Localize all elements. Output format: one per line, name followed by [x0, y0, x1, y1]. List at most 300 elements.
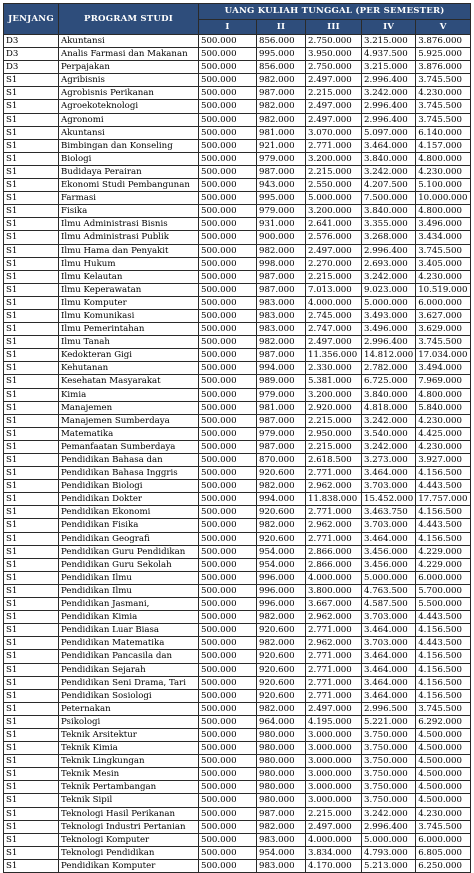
- ukt-group-2-cell: 856.000: [257, 35, 306, 48]
- ukt-group-1-cell: 500.000: [199, 611, 257, 624]
- ukt-group-2-cell: 920.600: [257, 650, 306, 663]
- jenjang-cell: S1: [4, 296, 59, 309]
- table-row: [4, 571, 471, 584]
- ukt-group-4-cell: 3.355.000: [362, 218, 416, 231]
- ukt-group-1-cell: 500.000: [199, 205, 257, 218]
- ukt-group-2-cell: 987.000: [257, 165, 306, 178]
- jenjang-cell: S1: [4, 87, 59, 100]
- ukt-group-5-cell: 4.500.000: [416, 742, 471, 755]
- ukt-group-4-cell: 3.750.000: [362, 742, 416, 755]
- ukt-group-4-cell: 3.456.000: [362, 545, 416, 558]
- table-row: [4, 388, 471, 401]
- ukt-group-5-cell: 5.500.000: [416, 598, 471, 611]
- ukt-group-2-cell: 983.000: [257, 309, 306, 322]
- program-studi-cell: Pendidikan Pancasila dan: [59, 650, 199, 663]
- ukt-group-2-cell: 996.000: [257, 598, 306, 611]
- ukt-group-2-cell: 983.000: [257, 323, 306, 336]
- table-row: [4, 414, 471, 427]
- ukt-group-3-cell: 2.497.000: [306, 702, 362, 715]
- ukt-group-5-cell: 4.156.500: [416, 467, 471, 480]
- ukt-group-4-cell: 2.693.000: [362, 257, 416, 270]
- ukt-group-3-cell: 2.771.000: [306, 139, 362, 152]
- program-studi-cell: Pendidikan Ilmu: [59, 571, 199, 584]
- program-studi-cell: Peternakan: [59, 702, 199, 715]
- jenjang-cell: S1: [4, 545, 59, 558]
- ukt-group-5-cell: 6.250.000: [416, 859, 471, 872]
- ukt-group-2-cell: 981.000: [257, 126, 306, 139]
- table-row: [4, 755, 471, 768]
- ukt-group-2-cell: 964.000: [257, 715, 306, 728]
- ukt-group-5-cell: 4.229.000: [416, 558, 471, 571]
- table-row: [4, 309, 471, 322]
- ukt-group-4-cell: 3.840.000: [362, 152, 416, 165]
- ukt-group-1-cell: 500.000: [199, 427, 257, 440]
- ukt-group-5-cell: 4.443.500: [416, 637, 471, 650]
- ukt-group-1-cell: 500.000: [199, 558, 257, 571]
- ukt-group-1-cell: 500.000: [199, 244, 257, 257]
- program-studi-cell: Pendidikan Fisika: [59, 519, 199, 532]
- ukt-group-4-cell: 2.996.400: [362, 74, 416, 87]
- ukt-group-1-cell: 500.000: [199, 676, 257, 689]
- ukt-group-2-cell: 931.000: [257, 218, 306, 231]
- jenjang-cell: S1: [4, 702, 59, 715]
- jenjang-cell: S1: [4, 794, 59, 807]
- ukt-group-4-cell: 5.221.000: [362, 715, 416, 728]
- ukt-group-3-cell: 4.170.000: [306, 859, 362, 872]
- program-studi-cell: Bimbingan dan Konseling: [59, 139, 199, 152]
- ukt-group-2-cell: 980.000: [257, 728, 306, 741]
- ukt-group-5-cell: 5.700.000: [416, 584, 471, 597]
- ukt-group-4-cell: 3.750.000: [362, 794, 416, 807]
- ukt-group-1-cell: 500.000: [199, 323, 257, 336]
- ukt-group-5-cell: 4.156.500: [416, 689, 471, 702]
- jenjang-cell: S1: [4, 231, 59, 244]
- ukt-group-4-cell: 3.242.000: [362, 440, 416, 453]
- ukt-group-4-cell: 3.464.000: [362, 467, 416, 480]
- table-row: [4, 768, 471, 781]
- ukt-group-3-cell: 2.771.000: [306, 689, 362, 702]
- ukt-group-4-cell: 3.242.000: [362, 414, 416, 427]
- program-studi-cell: Pendidikan Ekonomi: [59, 506, 199, 519]
- ukt-group-5-cell: 4.425.000: [416, 427, 471, 440]
- ukt-group-5-cell: 3.627.000: [416, 309, 471, 322]
- table-row: [4, 270, 471, 283]
- ukt-group-3-cell: 2.747.000: [306, 323, 362, 336]
- ukt-group-5-cell: 5.925.000: [416, 48, 471, 61]
- ukt-group-2-cell: 870.000: [257, 454, 306, 467]
- table-row: [4, 650, 471, 663]
- table-row: [4, 231, 471, 244]
- table-row: [4, 558, 471, 571]
- ukt-group-1-cell: 500.000: [199, 755, 257, 768]
- ukt-group-1-cell: 500.000: [199, 113, 257, 126]
- header-group-1: I: [199, 19, 257, 35]
- jenjang-cell: S1: [4, 859, 59, 872]
- table-row: [4, 218, 471, 231]
- table-row: [4, 820, 471, 833]
- table-row: [4, 100, 471, 113]
- ukt-group-3-cell: 2.771.000: [306, 506, 362, 519]
- jenjang-cell: S1: [4, 192, 59, 205]
- ukt-group-5-cell: 4.500.000: [416, 755, 471, 768]
- ukt-group-3-cell: 2.215.000: [306, 165, 362, 178]
- ukt-group-1-cell: 500.000: [199, 61, 257, 74]
- ukt-group-2-cell: 982.000: [257, 244, 306, 257]
- ukt-group-1-cell: 500.000: [199, 231, 257, 244]
- jenjang-cell: S1: [4, 244, 59, 257]
- ukt-group-5-cell: 3.434.000: [416, 231, 471, 244]
- ukt-group-2-cell: 987.000: [257, 87, 306, 100]
- ukt-group-1-cell: 500.000: [199, 715, 257, 728]
- program-studi-cell: Pendidikan Seni Drama, Tari: [59, 676, 199, 689]
- ukt-group-5-cell: 3.876.000: [416, 61, 471, 74]
- jenjang-cell: S1: [4, 74, 59, 87]
- program-studi-cell: Ilmu Administrasi Publik: [59, 231, 199, 244]
- ukt-group-3-cell: 2.771.000: [306, 532, 362, 545]
- ukt-group-4-cell: 3.464.000: [362, 689, 416, 702]
- program-studi-cell: Ilmu Hukum: [59, 257, 199, 270]
- ukt-group-2-cell: 982.000: [257, 100, 306, 113]
- ukt-group-5-cell: 4.156.500: [416, 650, 471, 663]
- ukt-group-5-cell: 3.629.000: [416, 323, 471, 336]
- jenjang-cell: S1: [4, 139, 59, 152]
- table-row: [4, 61, 471, 74]
- ukt-group-4-cell: 3.840.000: [362, 205, 416, 218]
- table-row: [4, 781, 471, 794]
- table-row: [4, 257, 471, 270]
- ukt-group-2-cell: 982.000: [257, 702, 306, 715]
- table-row: [4, 323, 471, 336]
- ukt-group-3-cell: 3.000.000: [306, 781, 362, 794]
- program-studi-cell: Teknik Sipil: [59, 794, 199, 807]
- ukt-group-5-cell: 4.443.500: [416, 480, 471, 493]
- table-row: [4, 859, 471, 872]
- ukt-group-3-cell: 2.215.000: [306, 87, 362, 100]
- ukt-group-4-cell: 3.463.750: [362, 506, 416, 519]
- ukt-group-5-cell: 5.100.000: [416, 179, 471, 192]
- ukt-group-4-cell: 2.996.400: [362, 820, 416, 833]
- jenjang-cell: S1: [4, 611, 59, 624]
- ukt-group-1-cell: 500.000: [199, 309, 257, 322]
- jenjang-cell: S1: [4, 755, 59, 768]
- table-row: [4, 401, 471, 414]
- ukt-group-2-cell: 979.000: [257, 388, 306, 401]
- ukt-group-4-cell: 2.996.400: [362, 100, 416, 113]
- table-row: [4, 715, 471, 728]
- ukt-group-1-cell: 500.000: [199, 270, 257, 283]
- ukt-group-3-cell: 2.497.000: [306, 820, 362, 833]
- table-row: [4, 506, 471, 519]
- ukt-group-3-cell: 3.000.000: [306, 728, 362, 741]
- ukt-group-4-cell: 3.703.000: [362, 611, 416, 624]
- ukt-group-4-cell: 9.023.000: [362, 283, 416, 296]
- ukt-group-4-cell: 2.782.000: [362, 362, 416, 375]
- ukt-group-2-cell: 987.000: [257, 349, 306, 362]
- ukt-group-1-cell: 500.000: [199, 375, 257, 388]
- ukt-group-4-cell: 3.750.000: [362, 768, 416, 781]
- ukt-group-4-cell: 4.587.500: [362, 598, 416, 611]
- ukt-group-2-cell: 920.600: [257, 676, 306, 689]
- ukt-group-2-cell: 995.000: [257, 48, 306, 61]
- ukt-group-5-cell: 4.229.000: [416, 545, 471, 558]
- jenjang-cell: S1: [4, 807, 59, 820]
- ukt-group-1-cell: 500.000: [199, 768, 257, 781]
- ukt-group-5-cell: 4.800.000: [416, 205, 471, 218]
- ukt-group-3-cell: 2.618.500: [306, 454, 362, 467]
- ukt-group-1-cell: 500.000: [199, 139, 257, 152]
- ukt-group-3-cell: 4.000.000: [306, 571, 362, 584]
- ukt-group-2-cell: 998.000: [257, 257, 306, 270]
- ukt-group-2-cell: 980.000: [257, 755, 306, 768]
- table-row: [4, 689, 471, 702]
- ukt-group-2-cell: 983.000: [257, 296, 306, 309]
- ukt-group-4-cell: 3.242.000: [362, 87, 416, 100]
- program-studi-cell: Teknik Kimia: [59, 742, 199, 755]
- ukt-group-4-cell: 2.996.400: [362, 244, 416, 257]
- jenjang-cell: S1: [4, 270, 59, 283]
- program-studi-cell: Kesehatan Masyarakat: [59, 375, 199, 388]
- ukt-group-1-cell: 500.000: [199, 283, 257, 296]
- ukt-group-2-cell: 983.000: [257, 859, 306, 872]
- ukt-group-1-cell: 500.000: [199, 493, 257, 506]
- ukt-group-1-cell: 500.000: [199, 506, 257, 519]
- program-studi-cell: Pendidikan Guru Sekolah: [59, 558, 199, 571]
- jenjang-cell: D3: [4, 35, 59, 48]
- ukt-group-4-cell: 3.496.000: [362, 323, 416, 336]
- ukt-group-3-cell: 2.771.000: [306, 676, 362, 689]
- table-row: [4, 519, 471, 532]
- ukt-group-2-cell: 980.000: [257, 794, 306, 807]
- program-studi-cell: Ilmu Tanah: [59, 336, 199, 349]
- program-studi-cell: Analis Farmasi dan Makanan: [59, 48, 199, 61]
- ukt-group-1-cell: 500.000: [199, 480, 257, 493]
- ukt-group-4-cell: 5.000.000: [362, 571, 416, 584]
- program-studi-cell: Ilmu Komunikasi: [59, 309, 199, 322]
- ukt-group-4-cell: 3.464.000: [362, 663, 416, 676]
- jenjang-cell: S1: [4, 624, 59, 637]
- program-studi-cell: Teknologi Hasil Perikanan: [59, 807, 199, 820]
- ukt-group-2-cell: 954.000: [257, 846, 306, 859]
- ukt-group-3-cell: 3.200.000: [306, 205, 362, 218]
- program-studi-cell: Fisika: [59, 205, 199, 218]
- table-row: [4, 375, 471, 388]
- table-row: [4, 139, 471, 152]
- ukt-group-4-cell: 3.464.000: [362, 676, 416, 689]
- table-row: [4, 702, 471, 715]
- program-studi-cell: Pendidikan Geografi: [59, 532, 199, 545]
- jenjang-cell: S1: [4, 126, 59, 139]
- ukt-group-3-cell: 4.000.000: [306, 296, 362, 309]
- ukt-group-4-cell: 7.500.000: [362, 192, 416, 205]
- jenjang-cell: S1: [4, 532, 59, 545]
- ukt-group-4-cell: 5.213.000: [362, 859, 416, 872]
- ukt-group-5-cell: 6.000.000: [416, 833, 471, 846]
- ukt-group-5-cell: 3.745.500: [416, 74, 471, 87]
- ukt-group-1-cell: 500.000: [199, 545, 257, 558]
- ukt-group-4-cell: 3.703.000: [362, 480, 416, 493]
- table-row: [4, 467, 471, 480]
- jenjang-cell: S1: [4, 362, 59, 375]
- jenjang-cell: S1: [4, 401, 59, 414]
- ukt-group-5-cell: 3.745.500: [416, 702, 471, 715]
- ukt-group-3-cell: 3.000.000: [306, 755, 362, 768]
- ukt-group-3-cell: 3.200.000: [306, 388, 362, 401]
- ukt-group-2-cell: 943.000: [257, 179, 306, 192]
- ukt-group-2-cell: 996.000: [257, 584, 306, 597]
- table-row: [4, 244, 471, 257]
- ukt-group-2-cell: 987.000: [257, 807, 306, 820]
- program-studi-cell: Teknologi Industri Pertanian: [59, 820, 199, 833]
- ukt-group-1-cell: 500.000: [199, 296, 257, 309]
- ukt-group-4-cell: 3.242.000: [362, 270, 416, 283]
- ukt-group-5-cell: 7.969.000: [416, 375, 471, 388]
- ukt-group-1-cell: 500.000: [199, 152, 257, 165]
- ukt-group-5-cell: 4.500.000: [416, 781, 471, 794]
- ukt-group-1-cell: 500.000: [199, 165, 257, 178]
- ukt-group-2-cell: 982.000: [257, 113, 306, 126]
- program-studi-cell: Teknik Mesin: [59, 768, 199, 781]
- ukt-group-1-cell: 500.000: [199, 820, 257, 833]
- ukt-group-3-cell: 2.771.000: [306, 650, 362, 663]
- ukt-group-3-cell: 2.497.000: [306, 113, 362, 126]
- jenjang-cell: S1: [4, 493, 59, 506]
- ukt-group-4-cell: 3.540.000: [362, 427, 416, 440]
- ukt-group-1-cell: 500.000: [199, 467, 257, 480]
- ukt-group-2-cell: 920.600: [257, 663, 306, 676]
- ukt-group-5-cell: 4.156.500: [416, 624, 471, 637]
- ukt-group-5-cell: 17.757.000: [416, 493, 471, 506]
- program-studi-cell: Agronomi: [59, 113, 199, 126]
- ukt-group-4-cell: 3.703.000: [362, 519, 416, 532]
- table-row: [4, 493, 471, 506]
- ukt-group-3-cell: 2.962.000: [306, 519, 362, 532]
- ukt-group-3-cell: 2.866.000: [306, 545, 362, 558]
- ukt-group-2-cell: 982.000: [257, 637, 306, 650]
- table-row: [4, 624, 471, 637]
- table-row: [4, 454, 471, 467]
- jenjang-cell: S1: [4, 218, 59, 231]
- table-row: [4, 349, 471, 362]
- ukt-group-3-cell: 4.195.000: [306, 715, 362, 728]
- jenjang-cell: D3: [4, 61, 59, 74]
- ukt-group-1-cell: 500.000: [199, 35, 257, 48]
- ukt-group-1-cell: 500.000: [199, 126, 257, 139]
- jenjang-cell: S1: [4, 113, 59, 126]
- ukt-group-4-cell: 4.793.000: [362, 846, 416, 859]
- jenjang-cell: S1: [4, 742, 59, 755]
- ukt-group-5-cell: 17.034.000: [416, 349, 471, 362]
- table-row: [4, 598, 471, 611]
- ukt-group-5-cell: 3.745.500: [416, 113, 471, 126]
- program-studi-cell: Agroekoteknologi: [59, 100, 199, 113]
- ukt-group-3-cell: 2.497.000: [306, 100, 362, 113]
- ukt-group-3-cell: 2.550.000: [306, 179, 362, 192]
- ukt-group-4-cell: 3.242.000: [362, 807, 416, 820]
- table-row: [4, 742, 471, 755]
- ukt-group-5-cell: 6.000.000: [416, 296, 471, 309]
- ukt-group-2-cell: 979.000: [257, 152, 306, 165]
- ukt-group-3-cell: 2.750.000: [306, 61, 362, 74]
- ukt-group-4-cell: 5.097.000: [362, 126, 416, 139]
- ukt-group-1-cell: 500.000: [199, 532, 257, 545]
- ukt-group-3-cell: 3.834.000: [306, 846, 362, 859]
- ukt-group-3-cell: 2.771.000: [306, 663, 362, 676]
- ukt-group-3-cell: 2.215.000: [306, 807, 362, 820]
- jenjang-cell: S1: [4, 467, 59, 480]
- ukt-group-3-cell: 2.920.000: [306, 401, 362, 414]
- ukt-group-4-cell: 4.937.500: [362, 48, 416, 61]
- ukt-group-1-cell: 500.000: [199, 362, 257, 375]
- table-row: [4, 113, 471, 126]
- ukt-group-1-cell: 500.000: [199, 689, 257, 702]
- ukt-group-1-cell: 500.000: [199, 598, 257, 611]
- ukt-group-4-cell: 3.215.000: [362, 35, 416, 48]
- header-group-5: V: [416, 19, 471, 35]
- ukt-group-2-cell: 980.000: [257, 781, 306, 794]
- ukt-group-5-cell: 4.500.000: [416, 728, 471, 741]
- ukt-group-3-cell: 3.667.000: [306, 598, 362, 611]
- ukt-group-1-cell: 500.000: [199, 87, 257, 100]
- ukt-group-1-cell: 500.000: [199, 454, 257, 467]
- ukt-group-2-cell: 920.600: [257, 624, 306, 637]
- program-studi-cell: Teknik Lingkungan: [59, 755, 199, 768]
- ukt-group-4-cell: 3.268.000: [362, 231, 416, 244]
- jenjang-cell: S1: [4, 571, 59, 584]
- ukt-group-2-cell: 980.000: [257, 742, 306, 755]
- table-row: [4, 126, 471, 139]
- program-studi-cell: Agrobisnis Perikanan: [59, 87, 199, 100]
- ukt-group-3-cell: 2.641.000: [306, 218, 362, 231]
- ukt-group-4-cell: 3.464.000: [362, 532, 416, 545]
- ukt-group-1-cell: 500.000: [199, 702, 257, 715]
- ukt-group-1-cell: 500.000: [199, 742, 257, 755]
- ukt-group-1-cell: 500.000: [199, 833, 257, 846]
- ukt-group-1-cell: 500.000: [199, 794, 257, 807]
- ukt-group-1-cell: 500.000: [199, 859, 257, 872]
- program-studi-cell: Akuntansi: [59, 126, 199, 139]
- ukt-group-5-cell: 3.496.000: [416, 218, 471, 231]
- ukt-group-5-cell: 3.745.500: [416, 244, 471, 257]
- ukt-group-2-cell: 982.000: [257, 480, 306, 493]
- table-row: [4, 440, 471, 453]
- ukt-group-1-cell: 500.000: [199, 414, 257, 427]
- ukt-group-2-cell: 987.000: [257, 440, 306, 453]
- jenjang-cell: S1: [4, 637, 59, 650]
- ukt-group-3-cell: 2.215.000: [306, 414, 362, 427]
- jenjang-cell: S1: [4, 349, 59, 362]
- program-studi-cell: Psikologi: [59, 715, 199, 728]
- table-row: [4, 663, 471, 676]
- ukt-group-5-cell: 4.230.000: [416, 414, 471, 427]
- ukt-group-2-cell: 920.600: [257, 506, 306, 519]
- program-studi-cell: Ilmu Komputer: [59, 296, 199, 309]
- ukt-group-3-cell: 3.200.000: [306, 152, 362, 165]
- program-studi-cell: Akuntansi: [59, 35, 199, 48]
- ukt-group-1-cell: 500.000: [199, 349, 257, 362]
- ukt-group-1-cell: 500.000: [199, 401, 257, 414]
- table-row: [4, 192, 471, 205]
- table-row: [4, 545, 471, 558]
- table-row: [4, 283, 471, 296]
- ukt-group-4-cell: 3.215.000: [362, 61, 416, 74]
- ukt-group-1-cell: 500.000: [199, 218, 257, 231]
- ukt-group-4-cell: 2.996.400: [362, 336, 416, 349]
- ukt-group-3-cell: 3.070.000: [306, 126, 362, 139]
- ukt-group-3-cell: 2.866.000: [306, 558, 362, 571]
- table-row: [4, 152, 471, 165]
- ukt-group-4-cell: 3.750.000: [362, 728, 416, 741]
- table-row: [4, 48, 471, 61]
